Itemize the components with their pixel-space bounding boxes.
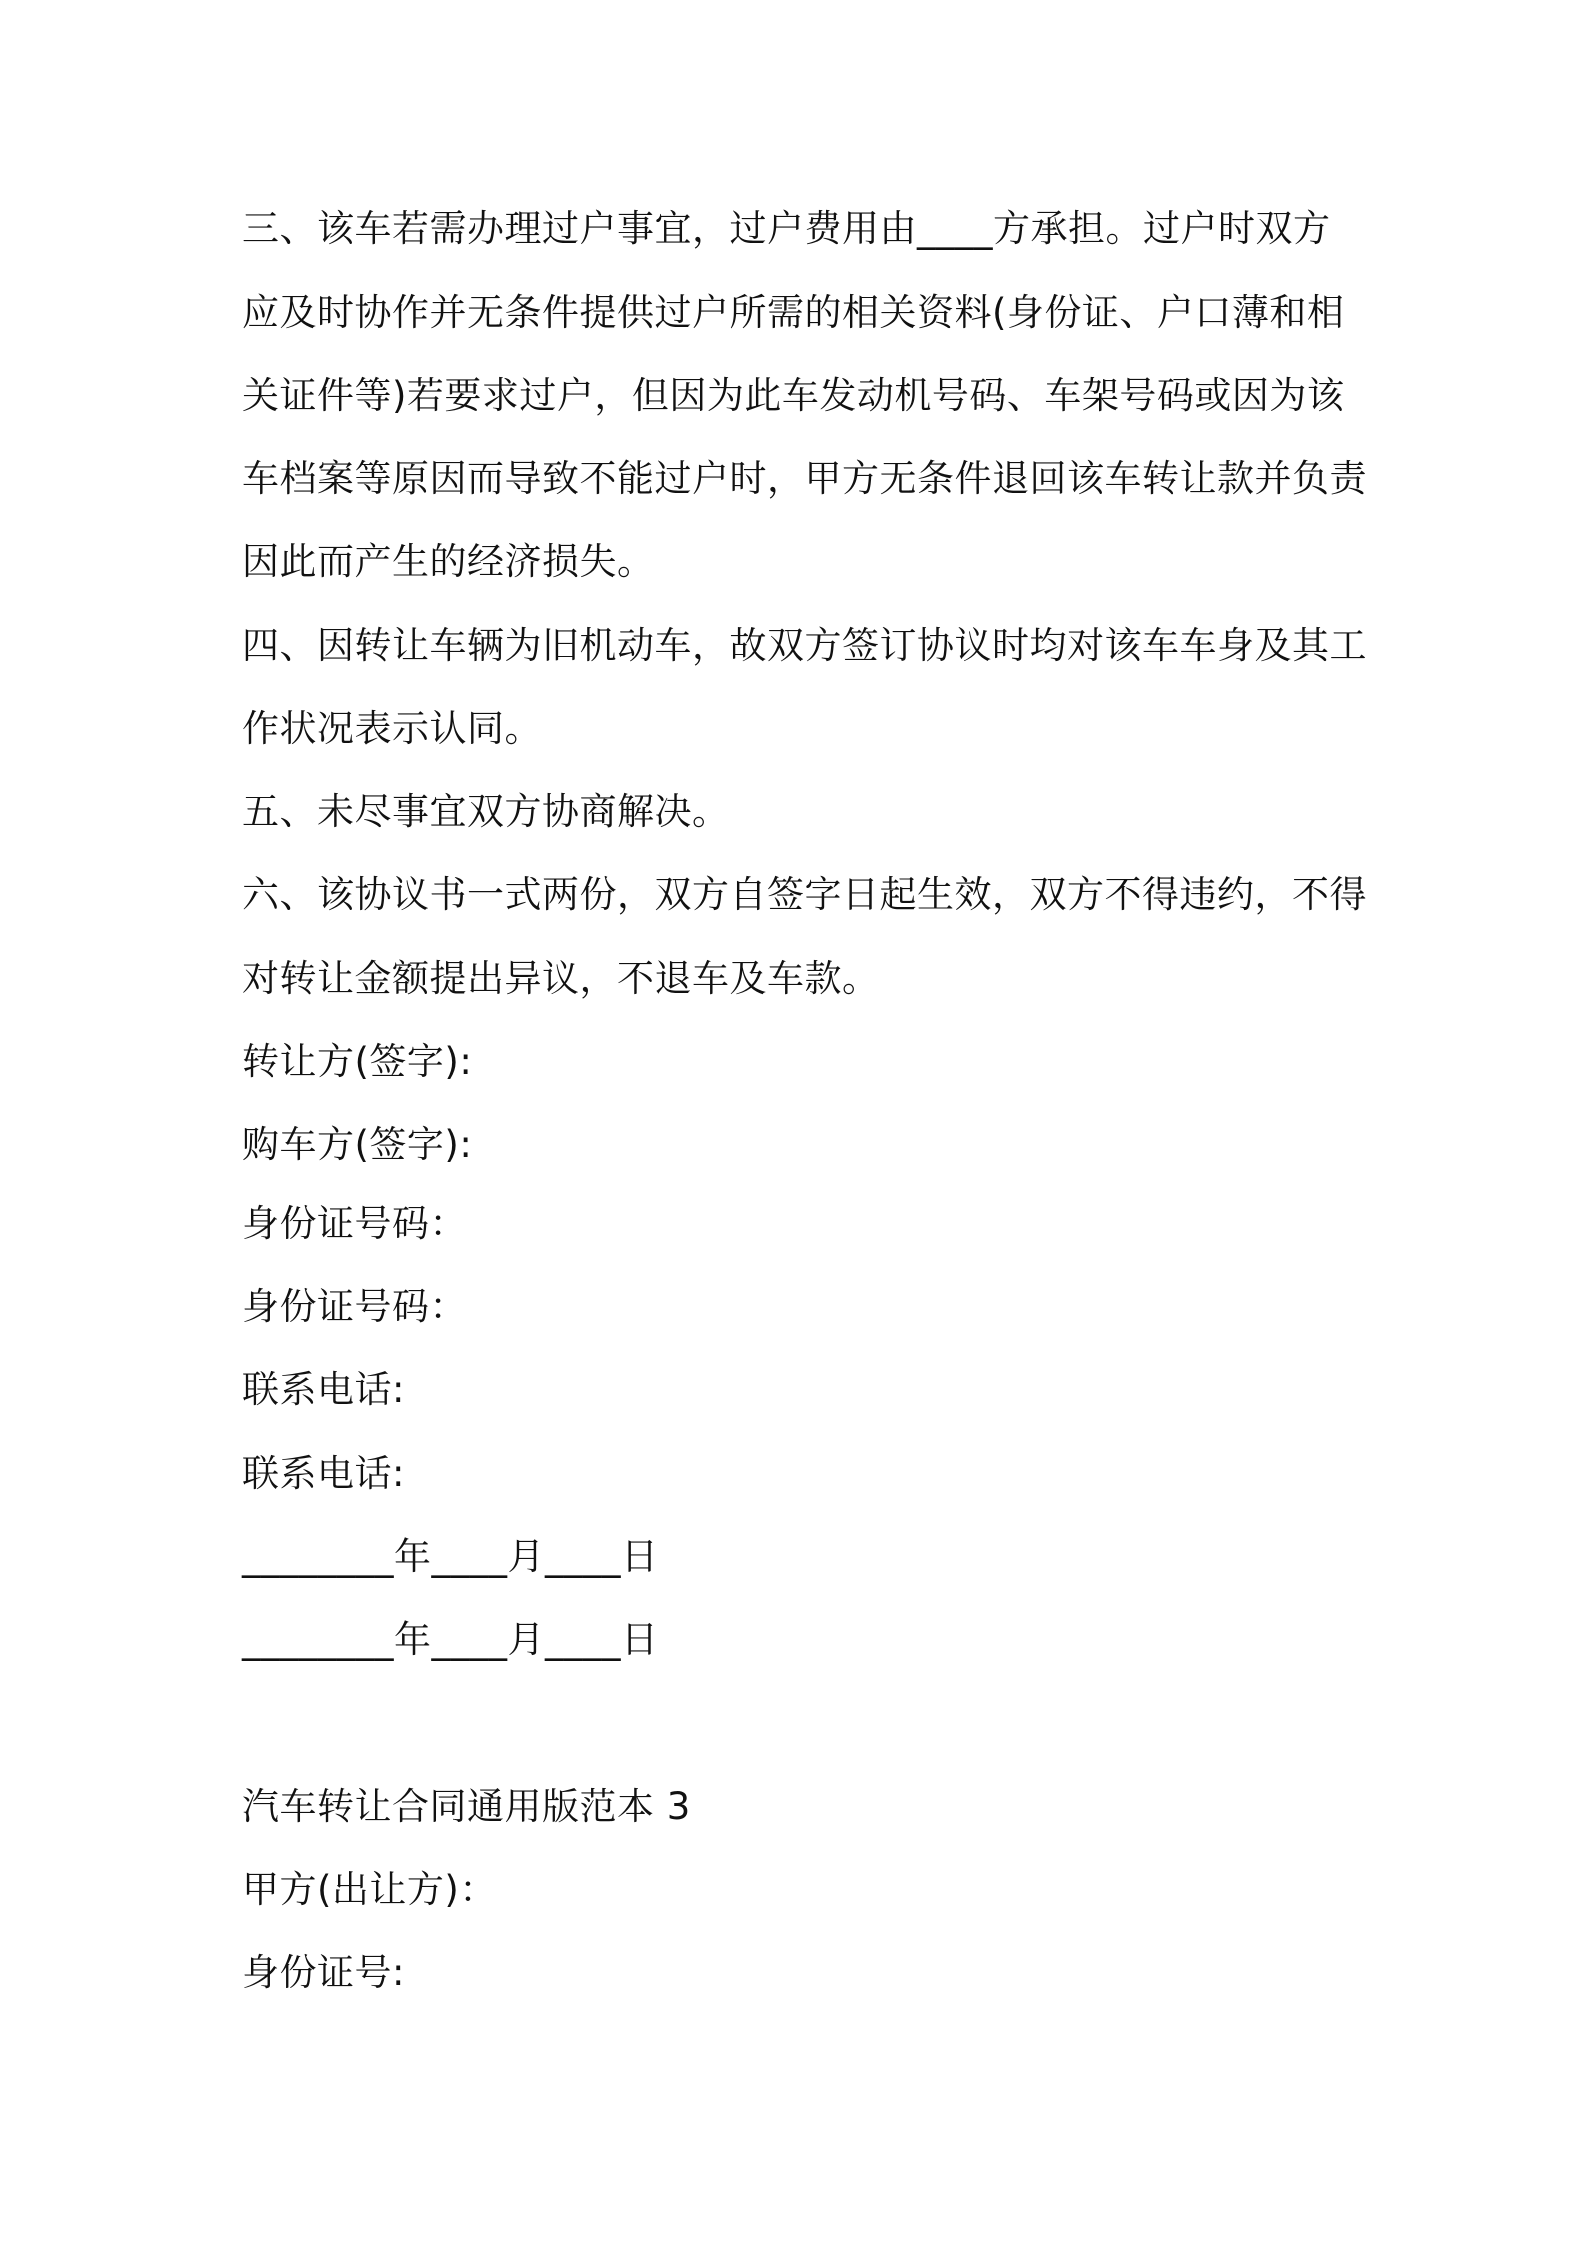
phone-2: 联系电话: bbox=[242, 1452, 405, 1495]
clause-6-line-2: 对转让金额提出异议，不退车及车款。 bbox=[242, 957, 880, 1000]
clause-3-line-2: 应及时协作并无条件提供过户所需的相关资料(身份证、户口薄和相 bbox=[242, 291, 1345, 334]
clause-4-line-1: 四、因转让车辆为旧机动车，故双方签订协议时均对该车车身及其工 bbox=[242, 624, 1367, 667]
phone-1: 联系电话: bbox=[242, 1368, 405, 1411]
section-title: 汽车转让合同通用版范本 3 bbox=[242, 1785, 691, 1828]
clause-3-line-1: 三、该车若需办理过户事宜，过户费用由____方承担。过户时双方 bbox=[242, 207, 1331, 250]
clause-3-line-5: 因此而产生的经济损失。 bbox=[242, 540, 655, 583]
party-a: 甲方(出让方)： bbox=[242, 1868, 497, 1911]
id-number-2: 身份证号码： bbox=[242, 1285, 467, 1328]
clause-3-line-4: 车档案等原因而导致不能过户时，甲方无条件退回该车转让款并负责 bbox=[242, 457, 1367, 500]
party-a-id-number: 身份证号: bbox=[242, 1951, 405, 1994]
clause-3-line-3: 关证件等)若要求过户，但因为此车发动机号码、车架号码或因为该 bbox=[242, 374, 1345, 417]
id-number-1: 身份证号码： bbox=[242, 1202, 467, 1245]
buyer-signature: 购车方(签字): bbox=[242, 1123, 473, 1166]
transferor-signature: 转让方(签字): bbox=[242, 1040, 473, 1083]
date-2: ________年____月____日 bbox=[242, 1618, 659, 1661]
clause-5: 五、未尽事宜双方协商解决。 bbox=[242, 790, 730, 833]
clause-6-line-1: 六、该协议书一式两份，双方自签字日起生效，双方不得违约，不得 bbox=[242, 873, 1367, 916]
clause-4-line-2: 作状况表示认同。 bbox=[242, 707, 542, 750]
date-1: ________年____月____日 bbox=[242, 1535, 659, 1578]
